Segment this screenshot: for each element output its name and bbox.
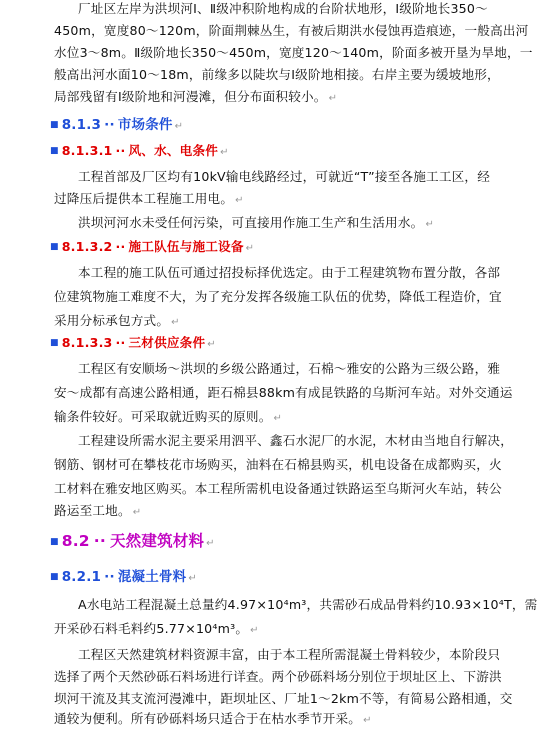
para4-line <box>54 264 539 282</box>
para5-line <box>54 360 539 378</box>
para8-line <box>54 710 539 730</box>
paragraph-mark-icon: ↵ <box>206 538 215 549</box>
para5-line <box>54 408 539 428</box>
para3-line-text: 洪坝河河水未受任何污染，可直接用作施工生产和生活用水。 <box>78 215 424 230</box>
section-heading-8-2: ■ 8.2 ·· 天然建筑材料 ↵ <box>50 532 215 550</box>
para1-line <box>54 0 539 18</box>
paragraph-mark-icon: ↵ <box>328 93 338 104</box>
bullet-icon: ■ <box>50 537 59 547</box>
para6-line-text: 工材料在雅安地区购买。本工程所需机电设备通过铁路运至乌斯河火车站，转公 <box>54 481 502 496</box>
paragraph-mark-icon: ↵ <box>207 339 216 350</box>
para4-line <box>54 312 539 332</box>
heading-number: 8.1.3.2 <box>61 239 113 254</box>
bullet-icon: ■ <box>50 338 59 348</box>
para1-line <box>54 88 539 108</box>
section-heading-8-1-3: ■ 8.1.3 ·· 市场条件 ↵ <box>50 117 184 133</box>
paragraph-mark-icon: ↵ <box>273 413 283 424</box>
para2-line <box>54 190 539 210</box>
paragraph-mark-icon: ↵ <box>245 243 255 254</box>
para1-line <box>54 44 539 62</box>
para1-line-text: 水位3～8m。Ⅱ级阶地长350～450m，宽度120～140m，阶面多被开垦为旱地，一 <box>54 45 533 60</box>
para5-line-text: 输条件较好。可采取就近购买的原则。 <box>54 409 272 424</box>
para8-line-text: 通较为便利。所有砂砾料场只适合于在枯水季节开采。 <box>54 711 362 726</box>
para8-line-text: 工程区天然建筑材料资源丰富，由于本工程所需混凝土骨料较少，本阶段只 <box>78 647 501 662</box>
para6-line-text: 工程建设所需水泥主要采用泗平、鑫石水泥厂的水泥，木材由当地自行解决， <box>78 433 513 448</box>
heading-number: 8.1.3 <box>61 117 102 133</box>
para8-line <box>54 668 539 686</box>
para1-line <box>54 66 539 84</box>
heading-number: 8.1.3.1 <box>61 143 113 158</box>
para6-line <box>54 480 539 498</box>
paragraph-mark-icon: ↵ <box>235 195 244 206</box>
para5-line-text: 安～成都有高速公路相通，距石棉县88km有成昆铁路的乌斯河车站。对外交通运 <box>54 385 513 400</box>
bullet-icon: ■ <box>50 242 59 252</box>
para4-line <box>54 288 539 306</box>
para1-line-text: 450m，宽度80～120m，阶面荆棘丛生，有被后期洪水侵蚀再造痕迹，一般高出河 <box>54 23 529 38</box>
para7-line-text: A水电站工程混凝土总量约4.97×10⁴m³，共需砂石成品骨料约10.93×10⁴T，需 <box>78 597 538 612</box>
para3-line <box>54 214 539 234</box>
paragraph-mark-icon: ↵ <box>188 573 197 584</box>
para8-line-text: 坝河干流及其支流河漫滩中，距坝址区、厂址1～2km不等，有简易公路相通，交 <box>54 691 513 706</box>
para1-line <box>54 22 539 40</box>
bullet-icon: ■ <box>50 120 59 130</box>
bullet-icon: ■ <box>50 572 59 582</box>
para1-line-text: 厂址区左岸为洪坝河Ⅰ、Ⅱ级冲积阶地构成的台阶状地形，Ⅰ级阶地长350～ <box>78 1 488 16</box>
heading-number: 8.2.1 <box>61 569 102 585</box>
para6-line <box>54 432 539 450</box>
paragraph-mark-icon: ↵ <box>220 147 229 158</box>
para6-line <box>54 456 539 474</box>
para4-line-text: 本工程的施工队伍可通过招投标择优选定。由于工程建筑物布置分散，各部 <box>78 265 501 280</box>
paragraph-mark-icon: ↵ <box>363 715 372 726</box>
paragraph-mark-icon: ↵ <box>250 625 259 636</box>
para7-line <box>54 620 539 640</box>
para1-line-text: 般高出河水面10～18m，前缘多以陡坎与Ⅰ级阶地相接。右岸主要为缓坡地形， <box>54 67 500 82</box>
para4-line-text: 位建筑物施工难度不大，为了充分发挥各级施工队伍的优势，降低工程造价，宜 <box>54 289 502 304</box>
para2-line-text: 过降压后提供本工程施工用电。 <box>54 191 234 206</box>
para2-line <box>54 168 539 186</box>
heading-number: 8.1.3.3 <box>61 335 113 350</box>
para1-line-text: 局部残留有Ⅰ级阶地和河漫滩，但分布面积较小。 <box>54 89 327 104</box>
para5-line <box>54 384 539 402</box>
heading-title: 混凝土骨料 <box>117 569 187 585</box>
para8-line-text: 选择了两个天然砂砾石料场进行详查。两个砂砾料场分别位于坝址区上、下游洪 <box>54 669 502 684</box>
heading-title: 施工队伍与施工设备 <box>128 239 244 254</box>
para6-line <box>54 502 539 522</box>
para6-line-text: 路运至工地。 <box>54 503 131 518</box>
heading-title: 三材供应条件 <box>128 335 206 350</box>
paragraph-mark-icon: ↵ <box>171 317 180 328</box>
para8-line <box>54 646 539 664</box>
paragraph-mark-icon: ↵ <box>425 219 435 230</box>
heading-title: 风、水、电条件 <box>128 143 219 158</box>
para7-line-text: 开采砂石料毛料约5.77×10⁴m³。 <box>54 621 249 636</box>
para4-line-text: 采用分标承包方式。 <box>54 313 170 328</box>
para2-line-text: 工程首部及厂区均有10kV输电线路经过，可就近“T”接至各施工工区，经 <box>78 169 491 184</box>
bullet-icon: ■ <box>50 146 59 156</box>
para5-line-text: 工程区有安顺场～洪坝的乡级公路通过，石棉～雅安的公路为三级公路，雅 <box>78 361 501 376</box>
heading-title: 天然建筑材料 <box>109 532 205 550</box>
section-heading-8-2-1: ■ 8.2.1 ·· 混凝土骨料 ↵ <box>50 569 197 585</box>
section-heading-8-1-3-3: ■ 8.1.3.3 ·· 三材供应条件 ↵ <box>50 335 216 350</box>
heading-number: 8.2 <box>61 532 90 550</box>
paragraph-mark-icon: ↵ <box>132 507 142 518</box>
para6-line-text: 钢筋、钢材可在攀枝花市场购买，油料在石棉县购买，机电设备在成都购买，火 <box>54 457 502 472</box>
paragraph-mark-icon: ↵ <box>174 121 184 132</box>
para7-line <box>54 596 539 614</box>
para8-line <box>54 690 539 708</box>
section-heading-8-1-3-1: ■ 8.1.3.1 ·· 风、水、电条件 ↵ <box>50 143 229 158</box>
section-heading-8-1-3-2: ■ 8.1.3.2 ·· 施工队伍与施工设备 ↵ <box>50 239 255 254</box>
heading-title: 市场条件 <box>117 117 173 133</box>
